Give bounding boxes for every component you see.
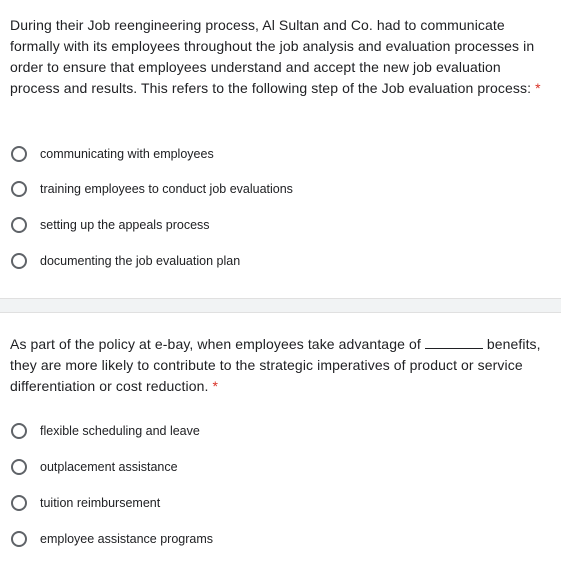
question-card-2 [0, 313, 561, 573]
question-1-text [10, 15, 550, 99]
question-2-text [10, 334, 550, 397]
required-asterisk: * [212, 378, 219, 394]
question-2-body-after-blank: benefits, they are more likely to contribute to the strategic imperatives of product or service differentiation or cost reduction. [10, 336, 541, 394]
q1-option-2-label: training employees to conduct job evaluations [40, 182, 293, 196]
q2-option-1-label: flexible scheduling and leave [40, 424, 200, 438]
q2-option-1[interactable] [11, 421, 200, 441]
section-divider [0, 298, 561, 313]
question-2-body-before-blank: As part of the policy at e-bay, when employees take advantage of [10, 336, 421, 352]
radio-button-icon[interactable] [11, 495, 27, 511]
q1-option-1[interactable] [11, 144, 214, 164]
q2-option-4-label: employee assistance programs [40, 532, 213, 546]
q1-option-4[interactable] [11, 251, 240, 271]
q2-option-4[interactable] [11, 529, 213, 549]
fill-in-blank [425, 336, 483, 349]
radio-button-icon[interactable] [11, 217, 27, 233]
radio-button-icon[interactable] [11, 423, 27, 439]
question-1-body: During their Job reengineering process, Al Sultan and Co. had to communicate formally with its employees throughout the job analysis and evaluation processes in order to ensure that employees understand and accept the new job evaluation process and results. This refers to the following step of the Job evaluation process: [10, 17, 535, 96]
q2-option-3-label: tuition reimbursement [40, 496, 161, 510]
radio-button-icon[interactable] [11, 181, 27, 197]
q2-option-2[interactable] [11, 457, 178, 477]
q1-option-3[interactable] [11, 215, 210, 235]
q1-option-2[interactable] [11, 179, 293, 199]
q1-option-3-label: setting up the appeals process [40, 218, 210, 232]
q2-option-3[interactable] [11, 493, 160, 513]
q1-option-1-label: communicating with employees [40, 147, 214, 161]
q2-option-2-label: outplacement assistance [40, 460, 178, 474]
radio-button-icon[interactable] [11, 146, 27, 162]
radio-button-icon[interactable] [11, 531, 27, 547]
q1-option-4-label: documenting the job evaluation plan [40, 254, 241, 268]
radio-button-icon[interactable] [11, 459, 27, 475]
required-asterisk: * [535, 80, 541, 96]
radio-button-icon[interactable] [11, 253, 27, 269]
